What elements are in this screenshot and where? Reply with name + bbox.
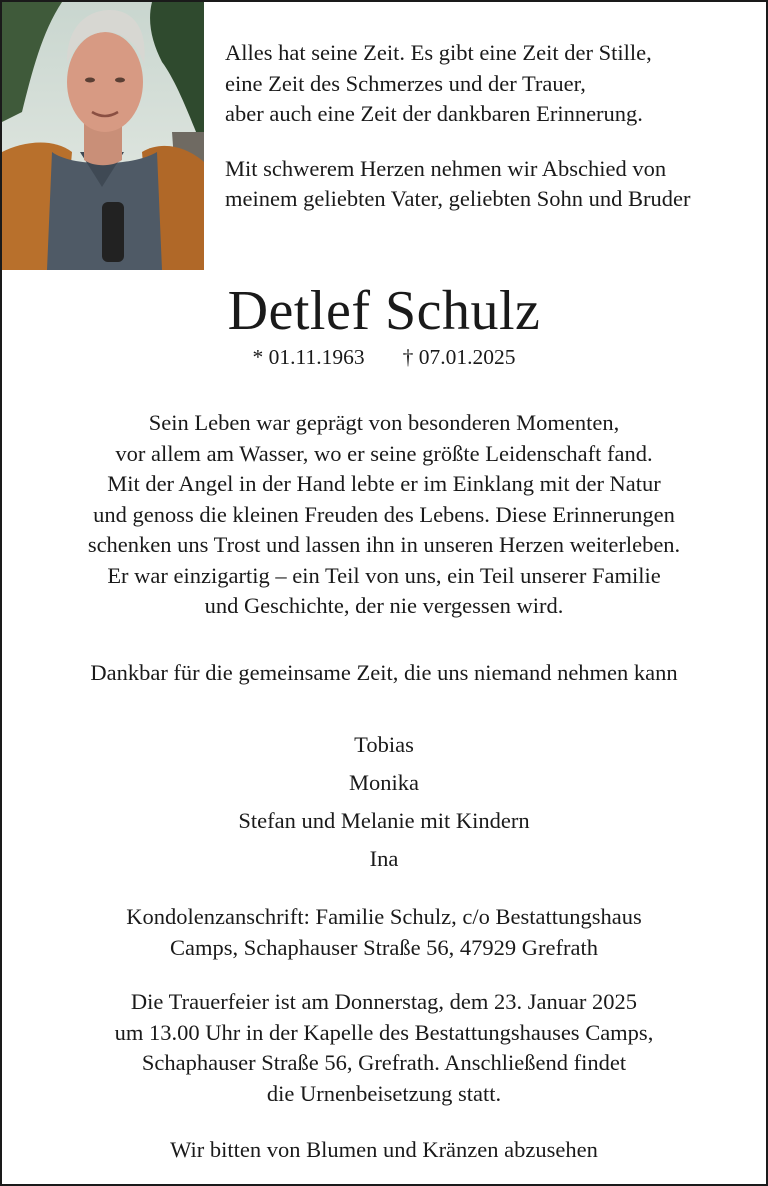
bio-line: Er war einzigartig – ein Teil von uns, ein Teil unserer Familie [107,562,661,588]
portrait-photo [2,2,204,270]
family-member: Stefan und Melanie mit Kindern [238,808,530,833]
intro-line: eine Zeit des Schmerzes und der Trauer, [225,70,586,96]
family-member: Ina [369,846,399,871]
bio-line: Sein Leben war geprägt von besonderen Momenten, [148,410,620,435]
service-line: Die Trauerfeier ist am Donnerstag, dem 23. Januar 2025 [130,989,638,1014]
bio-line: und Geschichte, der nie vergessen wird. [204,593,564,618]
intro-paragraph-time [225,38,760,130]
bio-line: schenken uns Trost und lassen ihn in unseren Herzen weiterleben. [87,532,681,557]
service-line: Schaphauser Straße 56, Grefrath. Anschließend findet [141,1050,627,1075]
family-signatures [2,726,766,878]
death-date: † 07.01.2025 [402,345,516,369]
intro-text [225,38,760,215]
intro-line: meinem geliebten Vater, geliebten Sohn und Bruder [225,186,691,211]
service-line: die Urnenbeisetzung statt. [266,1080,502,1106]
funeral-service-info [2,987,766,1109]
biography-text [2,408,766,622]
portrait-photo-icon [2,2,204,270]
condolence-address [2,902,766,963]
intro-paragraph-farewell [225,154,760,215]
service-line: um 13.00 Uhr in der Kapelle des Bestattungshauses Camps, [114,1019,654,1045]
deceased-name: Detlef Schulz [227,280,541,342]
condolence-line: Kondolenzanschrift: Familie Schulz, c/o Bestattungshaus [126,904,642,929]
flowers-request: Wir bitten von Blumen und Kränzen abzusehen [170,1137,598,1162]
family-member: Monika [349,770,419,795]
bio-line: vor allem am Wasser, wo er seine größte Leidenschaft fand. [115,440,653,466]
intro-line: Alles hat seine Zeit. Es gibt eine Zeit der Stille, [225,40,652,65]
intro-line: aber auch eine Zeit der dankbaren Erinnerung. [225,101,643,126]
bio-line: und genoss die kleinen Freuden des Lebens. Diese Erinnerungen [93,501,675,527]
birth-date: * 01.11.1963 [252,345,365,369]
life-dates [2,342,766,372]
bio-line: Mit der Angel in der Hand lebte er im Einklang mit der Natur [107,471,661,496]
intro-line: Mit schwerem Herzen nehmen wir Abschied von [225,155,667,181]
thanks-line: Dankbar für die gemeinsame Zeit, die uns niemand nehmen kann [90,660,678,685]
family-member: Tobias [354,732,414,757]
condolence-line: Camps, Schaphauser Straße 56, 47929 Grefrath [169,934,599,960]
